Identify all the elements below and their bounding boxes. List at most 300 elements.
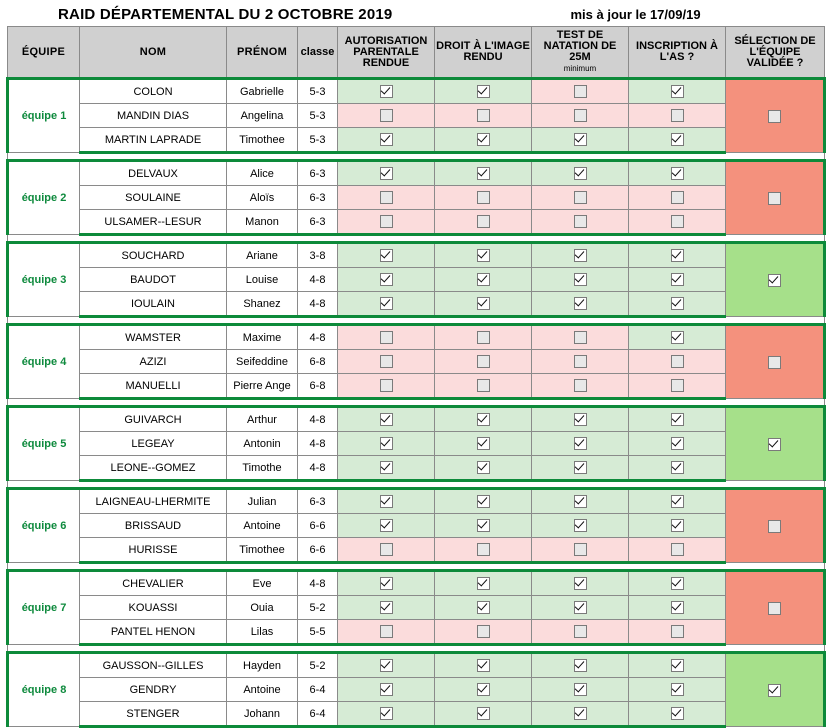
- team-block: [8, 653, 825, 727]
- table-row: [8, 538, 825, 563]
- cell-droit-image: [435, 653, 532, 678]
- cell-classe: 6-3: [298, 161, 338, 186]
- checkbox-droit-image[interactable]: [477, 437, 490, 450]
- table-row: [8, 678, 825, 702]
- cell-nom: MARTIN LAPRADE: [80, 128, 227, 153]
- cell-inscription: [629, 489, 726, 514]
- table-row: [8, 489, 825, 514]
- checkbox-autorisation[interactable]: [380, 297, 393, 310]
- checkbox-natation[interactable]: [574, 461, 587, 474]
- checkbox-natation[interactable]: [574, 683, 587, 696]
- cell-droit-image: [435, 350, 532, 374]
- checkbox-autorisation[interactable]: [380, 659, 393, 672]
- checkbox-droit-image[interactable]: [477, 519, 490, 532]
- cell-autorisation: [338, 374, 435, 399]
- team-block-separator: [8, 153, 825, 161]
- col-header-natation-sub: minimum: [563, 64, 597, 73]
- checkbox-natation[interactable]: [574, 495, 587, 508]
- cell-droit-image: [435, 161, 532, 186]
- cell-nom: WAMSTER: [80, 325, 227, 350]
- cell-nom: GUIVARCH: [80, 407, 227, 432]
- cell-autorisation: [338, 161, 435, 186]
- cell-inscription: [629, 161, 726, 186]
- checkbox-inscription[interactable]: [671, 331, 684, 344]
- checkbox-autorisation[interactable]: [380, 577, 393, 590]
- table-header: [8, 27, 825, 79]
- checkbox-droit-image[interactable]: [477, 707, 490, 720]
- cell-natation: [532, 268, 629, 292]
- cell-droit-image: [435, 571, 532, 596]
- cell-autorisation: [338, 653, 435, 678]
- cell-inscription: [629, 702, 726, 727]
- checkbox-autorisation[interactable]: [380, 249, 393, 262]
- cell-natation: [532, 596, 629, 620]
- cell-natation: [532, 292, 629, 317]
- cell-selection-validated: [726, 79, 825, 153]
- cell-autorisation: [338, 596, 435, 620]
- cell-classe: 5-2: [298, 653, 338, 678]
- checkbox-autorisation[interactable]: [380, 601, 393, 614]
- cell-droit-image: [435, 210, 532, 235]
- cell-natation: [532, 702, 629, 727]
- cell-droit-image: [435, 128, 532, 153]
- cell-autorisation: [338, 128, 435, 153]
- cell-prenom: Pierre Ange: [227, 374, 298, 399]
- cell-autorisation: [338, 620, 435, 645]
- team-label: équipe 6: [8, 489, 80, 563]
- cell-classe: 4-8: [298, 325, 338, 350]
- cell-selection-validated: [726, 571, 825, 645]
- cell-natation: [532, 79, 629, 104]
- table-row: [8, 620, 825, 645]
- checkbox-natation[interactable]: [574, 191, 587, 204]
- cell-prenom: Antoine: [227, 514, 298, 538]
- team-label: équipe 7: [8, 571, 80, 645]
- checkbox-natation[interactable]: [574, 625, 587, 638]
- checkbox-inscription[interactable]: [671, 437, 684, 450]
- cell-natation: [532, 489, 629, 514]
- cell-prenom: Maxime: [227, 325, 298, 350]
- cell-natation: [532, 210, 629, 235]
- cell-prenom: Ariane: [227, 243, 298, 268]
- checkbox-droit-image[interactable]: [477, 659, 490, 672]
- checkbox-inscription[interactable]: [671, 577, 684, 590]
- checkbox-inscription[interactable]: [671, 273, 684, 286]
- cell-selection-validated: [726, 325, 825, 399]
- spacer-cell: [8, 563, 825, 571]
- checkbox-autorisation[interactable]: [380, 519, 393, 532]
- cell-natation: [532, 374, 629, 399]
- checkbox-selection-validated[interactable]: [768, 274, 781, 287]
- title-bar: [0, 0, 829, 26]
- cell-classe: 6-4: [298, 678, 338, 702]
- cell-inscription: [629, 268, 726, 292]
- team-block: [8, 79, 825, 153]
- cell-nom: MANDIN DIAS: [80, 104, 227, 128]
- cell-natation: [532, 456, 629, 481]
- checkbox-droit-image[interactable]: [477, 167, 490, 180]
- checkbox-autorisation[interactable]: [380, 167, 393, 180]
- team-block: [8, 571, 825, 645]
- cell-natation: [532, 432, 629, 456]
- cell-prenom: Manon: [227, 210, 298, 235]
- cell-droit-image: [435, 620, 532, 645]
- cell-droit-image: [435, 432, 532, 456]
- table-row: [8, 186, 825, 210]
- checkbox-natation[interactable]: [574, 297, 587, 310]
- cell-inscription: [629, 538, 726, 563]
- checkbox-selection-validated[interactable]: [768, 110, 781, 123]
- team-block-separator: [8, 563, 825, 571]
- checkbox-droit-image[interactable]: [477, 331, 490, 344]
- cell-droit-image: [435, 79, 532, 104]
- checkbox-droit-image[interactable]: [477, 601, 490, 614]
- col-header-classe: classe: [298, 27, 338, 79]
- cell-nom: SOULAINE: [80, 186, 227, 210]
- cell-inscription: [629, 104, 726, 128]
- checkbox-natation[interactable]: [574, 519, 587, 532]
- cell-prenom: Aloïs: [227, 186, 298, 210]
- cell-nom: IOULAIN: [80, 292, 227, 317]
- team-label: équipe 2: [8, 161, 80, 235]
- checkbox-natation[interactable]: [574, 601, 587, 614]
- checkbox-autorisation[interactable]: [380, 625, 393, 638]
- cell-prenom: Antoine: [227, 678, 298, 702]
- checkbox-inscription[interactable]: [671, 683, 684, 696]
- checkbox-natation[interactable]: [574, 659, 587, 672]
- checkbox-autorisation[interactable]: [380, 191, 393, 204]
- checkbox-inscription[interactable]: [671, 379, 684, 392]
- checkbox-natation[interactable]: [574, 437, 587, 450]
- team-label: équipe 4: [8, 325, 80, 399]
- cell-inscription: [629, 79, 726, 104]
- cell-prenom: Timothee: [227, 128, 298, 153]
- table-row: [8, 514, 825, 538]
- checkbox-selection-validated[interactable]: [768, 356, 781, 369]
- table-row: [8, 702, 825, 727]
- checkbox-selection-validated[interactable]: [768, 192, 781, 205]
- checkbox-droit-image[interactable]: [477, 683, 490, 696]
- cell-autorisation: [338, 514, 435, 538]
- cell-classe: 6-6: [298, 538, 338, 563]
- table-row: [8, 596, 825, 620]
- cell-inscription: [629, 678, 726, 702]
- spacer-cell: [8, 645, 825, 653]
- col-header-natation-text: TEST DE NATATION DE 25M: [543, 29, 617, 63]
- checkbox-natation[interactable]: [574, 167, 587, 180]
- table-row: [8, 243, 825, 268]
- cell-natation: [532, 186, 629, 210]
- col-header-inscription: INSCRIPTION À L'AS ?: [629, 27, 726, 79]
- col-header-natation: [532, 27, 629, 79]
- checkbox-natation[interactable]: [574, 85, 587, 98]
- cell-prenom: Louise: [227, 268, 298, 292]
- cell-autorisation: [338, 292, 435, 317]
- checkbox-droit-image[interactable]: [477, 249, 490, 262]
- spacer-cell: [8, 399, 825, 407]
- cell-classe: 6-8: [298, 374, 338, 399]
- checkbox-autorisation[interactable]: [380, 437, 393, 450]
- cell-autorisation: [338, 432, 435, 456]
- checkbox-inscription[interactable]: [671, 543, 684, 556]
- checkbox-inscription[interactable]: [671, 707, 684, 720]
- checkbox-autorisation[interactable]: [380, 543, 393, 556]
- checkbox-droit-image[interactable]: [477, 297, 490, 310]
- cell-inscription: [629, 350, 726, 374]
- team-block-separator: [8, 645, 825, 653]
- cell-nom: COLON: [80, 79, 227, 104]
- cell-inscription: [629, 374, 726, 399]
- cell-nom: ULSAMER--LESUR: [80, 210, 227, 235]
- checkbox-inscription[interactable]: [671, 249, 684, 262]
- col-header-droit-image: DROIT À L'IMAGE RENDU: [435, 27, 532, 79]
- table-row: [8, 104, 825, 128]
- cell-classe: 4-8: [298, 432, 338, 456]
- cell-classe: 4-8: [298, 456, 338, 481]
- cell-prenom: Ouia: [227, 596, 298, 620]
- cell-selection-validated: [726, 653, 825, 727]
- cell-nom: MANUELLI: [80, 374, 227, 399]
- checkbox-natation[interactable]: [574, 413, 587, 426]
- cell-prenom: Gabrielle: [227, 79, 298, 104]
- cell-classe: 4-8: [298, 571, 338, 596]
- cell-selection-validated: [726, 161, 825, 235]
- checkbox-autorisation[interactable]: [380, 379, 393, 392]
- cell-classe: 4-8: [298, 407, 338, 432]
- team-block: [8, 407, 825, 481]
- cell-classe: 6-3: [298, 210, 338, 235]
- checkbox-natation[interactable]: [574, 543, 587, 556]
- table-row: [8, 128, 825, 153]
- checkbox-inscription[interactable]: [671, 625, 684, 638]
- cell-prenom: Seifeddine: [227, 350, 298, 374]
- team-label: équipe 8: [8, 653, 80, 727]
- cell-classe: 6-4: [298, 702, 338, 727]
- checkbox-natation[interactable]: [574, 273, 587, 286]
- table-row: [8, 571, 825, 596]
- cell-droit-image: [435, 104, 532, 128]
- cell-natation: [532, 571, 629, 596]
- checkbox-autorisation[interactable]: [380, 273, 393, 286]
- team-block-separator: [8, 399, 825, 407]
- cell-autorisation: [338, 243, 435, 268]
- cell-nom: LEONE--GOMEZ: [80, 456, 227, 481]
- checkbox-inscription[interactable]: [671, 109, 684, 122]
- checkbox-selection-validated[interactable]: [768, 602, 781, 615]
- checkbox-inscription[interactable]: [671, 601, 684, 614]
- team-block-separator: [8, 481, 825, 489]
- cell-inscription: [629, 243, 726, 268]
- cell-droit-image: [435, 325, 532, 350]
- cell-inscription: [629, 292, 726, 317]
- cell-inscription: [629, 186, 726, 210]
- cell-autorisation: [338, 79, 435, 104]
- cell-autorisation: [338, 702, 435, 727]
- cell-autorisation: [338, 538, 435, 563]
- cell-classe: 5-2: [298, 596, 338, 620]
- checkbox-autorisation[interactable]: [380, 707, 393, 720]
- checkbox-autorisation[interactable]: [380, 413, 393, 426]
- cell-autorisation: [338, 268, 435, 292]
- team-block-separator: [8, 235, 825, 243]
- cell-autorisation: [338, 678, 435, 702]
- cell-natation: [532, 653, 629, 678]
- checkbox-autorisation[interactable]: [380, 461, 393, 474]
- checkbox-autorisation[interactable]: [380, 355, 393, 368]
- checkbox-droit-image[interactable]: [477, 461, 490, 474]
- checkbox-natation[interactable]: [574, 379, 587, 392]
- checkbox-natation[interactable]: [574, 355, 587, 368]
- checkbox-natation[interactable]: [574, 215, 587, 228]
- checkbox-droit-image[interactable]: [477, 191, 490, 204]
- cell-selection-validated: [726, 243, 825, 317]
- spacer-cell: [8, 317, 825, 325]
- col-header-autorisation: AUTORISATION PARENTALE RENDUE: [338, 27, 435, 79]
- cell-natation: [532, 620, 629, 645]
- cell-classe: 5-3: [298, 79, 338, 104]
- cell-prenom: Lilas: [227, 620, 298, 645]
- checkbox-droit-image[interactable]: [477, 215, 490, 228]
- cell-nom: HURISSE: [80, 538, 227, 563]
- cell-droit-image: [435, 374, 532, 399]
- cell-droit-image: [435, 702, 532, 727]
- cell-droit-image: [435, 456, 532, 481]
- team-block: [8, 489, 825, 563]
- checkbox-inscription[interactable]: [671, 133, 684, 146]
- checkbox-droit-image[interactable]: [477, 413, 490, 426]
- table-row: [8, 374, 825, 399]
- checkbox-inscription[interactable]: [671, 215, 684, 228]
- team-block: [8, 161, 825, 235]
- checkbox-droit-image[interactable]: [477, 379, 490, 392]
- cell-inscription: [629, 456, 726, 481]
- checkbox-selection-validated[interactable]: [768, 684, 781, 697]
- col-header-prenom: PRÉNOM: [227, 27, 298, 79]
- checkbox-selection-validated[interactable]: [768, 438, 781, 451]
- cell-nom: BRISSAUD: [80, 514, 227, 538]
- cell-classe: 4-8: [298, 268, 338, 292]
- cell-prenom: Timothee: [227, 538, 298, 563]
- checkbox-natation[interactable]: [574, 331, 587, 344]
- team-block: [8, 325, 825, 399]
- cell-nom: PANTEL HENON: [80, 620, 227, 645]
- page-title: RAID DÉPARTEMENTAL DU 2 OCTOBRE 2019: [58, 6, 393, 23]
- cell-inscription: [629, 596, 726, 620]
- table-row: [8, 407, 825, 432]
- checkbox-inscription[interactable]: [671, 355, 684, 368]
- cell-droit-image: [435, 243, 532, 268]
- checkbox-droit-image[interactable]: [477, 133, 490, 146]
- checkbox-natation[interactable]: [574, 133, 587, 146]
- cell-autorisation: [338, 571, 435, 596]
- checkbox-autorisation[interactable]: [380, 495, 393, 508]
- cell-prenom: Alice: [227, 161, 298, 186]
- checkbox-droit-image[interactable]: [477, 577, 490, 590]
- checkbox-autorisation[interactable]: [380, 109, 393, 122]
- cell-prenom: Shanez: [227, 292, 298, 317]
- checkbox-inscription[interactable]: [671, 413, 684, 426]
- table-row: [8, 350, 825, 374]
- registration-table: [6, 26, 826, 728]
- table-row: [8, 292, 825, 317]
- checkbox-inscription[interactable]: [671, 167, 684, 180]
- cell-nom: DELVAUX: [80, 161, 227, 186]
- team-label: équipe 5: [8, 407, 80, 481]
- cell-autorisation: [338, 104, 435, 128]
- cell-droit-image: [435, 514, 532, 538]
- checkbox-natation[interactable]: [574, 249, 587, 262]
- table-row: [8, 268, 825, 292]
- checkbox-selection-validated[interactable]: [768, 520, 781, 533]
- checkbox-inscription[interactable]: [671, 297, 684, 310]
- cell-autorisation: [338, 489, 435, 514]
- cell-droit-image: [435, 186, 532, 210]
- cell-prenom: Hayden: [227, 653, 298, 678]
- checkbox-droit-image[interactable]: [477, 85, 490, 98]
- cell-inscription: [629, 210, 726, 235]
- cell-inscription: [629, 653, 726, 678]
- checkbox-natation[interactable]: [574, 109, 587, 122]
- checkbox-droit-image[interactable]: [477, 109, 490, 122]
- checkbox-droit-image[interactable]: [477, 495, 490, 508]
- table-row: [8, 325, 825, 350]
- cell-classe: 4-8: [298, 292, 338, 317]
- cell-prenom: Antonin: [227, 432, 298, 456]
- checkbox-autorisation[interactable]: [380, 683, 393, 696]
- cell-selection-validated: [726, 489, 825, 563]
- table-row: [8, 456, 825, 481]
- spacer-cell: [8, 481, 825, 489]
- cell-prenom: Arthur: [227, 407, 298, 432]
- cell-prenom: Julian: [227, 489, 298, 514]
- cell-nom: LEGEAY: [80, 432, 227, 456]
- col-header-selection: SÉLECTION DE L'ÉQUIPE VALIDÉE ?: [726, 27, 825, 79]
- checkbox-natation[interactable]: [574, 707, 587, 720]
- checkbox-inscription[interactable]: [671, 461, 684, 474]
- checkbox-droit-image[interactable]: [477, 273, 490, 286]
- checkbox-autorisation[interactable]: [380, 215, 393, 228]
- checkbox-droit-image[interactable]: [477, 355, 490, 368]
- checkbox-droit-image[interactable]: [477, 543, 490, 556]
- table-row: [8, 653, 825, 678]
- cell-selection-validated: [726, 407, 825, 481]
- checkbox-natation[interactable]: [574, 577, 587, 590]
- checkbox-autorisation[interactable]: [380, 331, 393, 344]
- checkbox-inscription[interactable]: [671, 495, 684, 508]
- cell-classe: 6-3: [298, 489, 338, 514]
- cell-natation: [532, 538, 629, 563]
- cell-natation: [532, 161, 629, 186]
- last-updated-label: mis à jour le 17/09/19: [570, 7, 701, 22]
- cell-autorisation: [338, 456, 435, 481]
- checkbox-inscription[interactable]: [671, 659, 684, 672]
- cell-droit-image: [435, 268, 532, 292]
- cell-natation: [532, 243, 629, 268]
- cell-prenom: Johann: [227, 702, 298, 727]
- checkbox-autorisation[interactable]: [380, 133, 393, 146]
- cell-prenom: Timothe: [227, 456, 298, 481]
- checkbox-autorisation[interactable]: [380, 85, 393, 98]
- checkbox-inscription[interactable]: [671, 85, 684, 98]
- cell-inscription: [629, 514, 726, 538]
- checkbox-inscription[interactable]: [671, 519, 684, 532]
- cell-droit-image: [435, 678, 532, 702]
- spacer-cell: [8, 235, 825, 243]
- checkbox-droit-image[interactable]: [477, 625, 490, 638]
- cell-nom: GAUSSON--GILLES: [80, 653, 227, 678]
- checkbox-inscription[interactable]: [671, 191, 684, 204]
- table-row: [8, 432, 825, 456]
